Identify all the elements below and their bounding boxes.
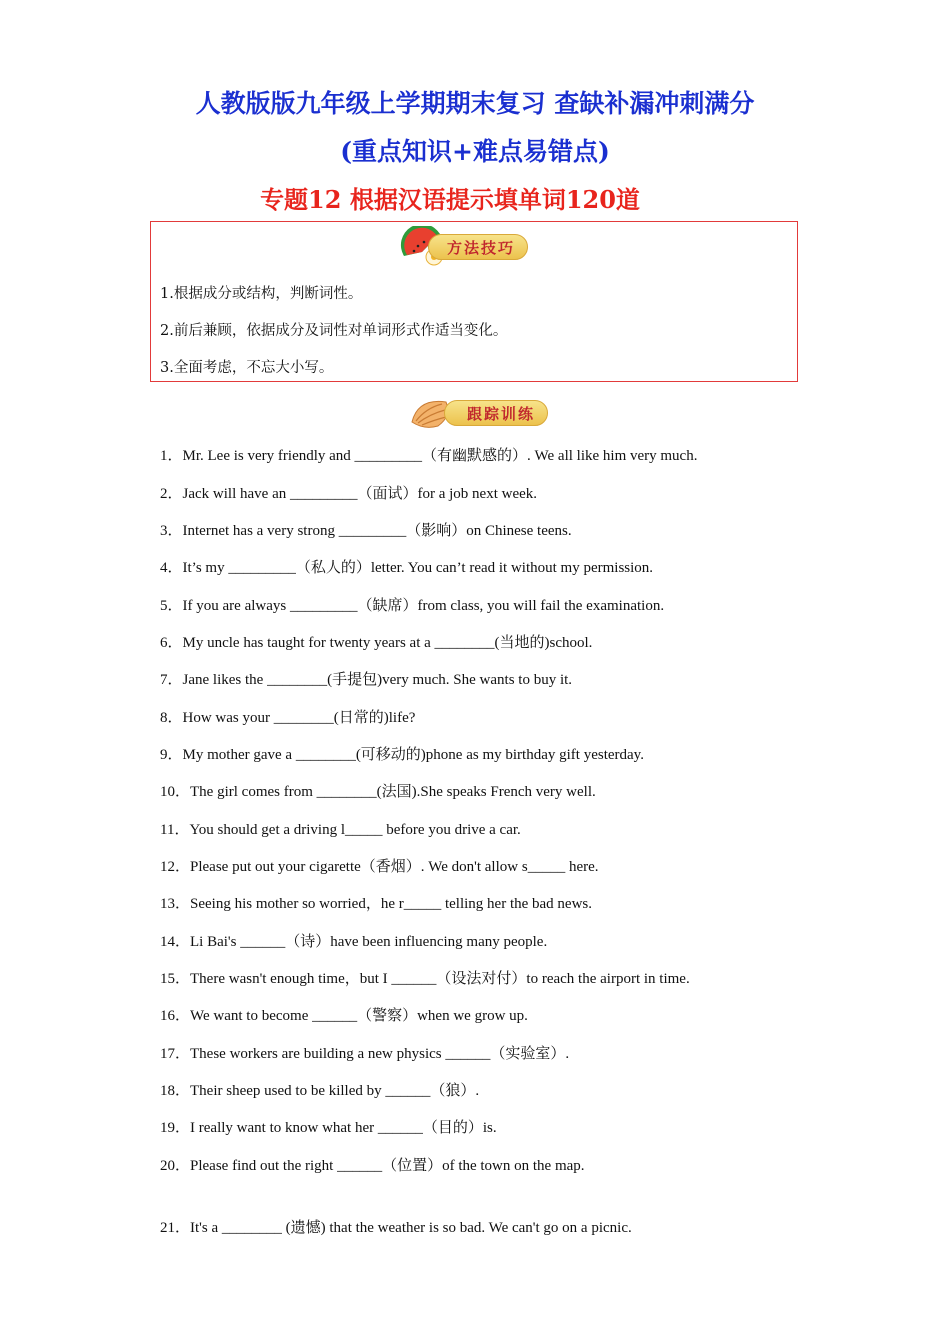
method-banner (400, 226, 528, 268)
question-text: Mr. Lee is very friendly and _________（有幽默感的）. We all like him very much. (182, 448, 698, 464)
question-text: Their sheep used to be killed by ______（狼）. (190, 1083, 480, 1099)
question-item (160, 818, 521, 839)
question-item (160, 892, 592, 913)
question-number: 12． (160, 859, 191, 875)
question-text: Internet has a very strong _________（影响）on Chinese teens. (182, 523, 572, 539)
question-number: 17． (160, 1046, 191, 1062)
question-item (160, 482, 537, 503)
question-text: My uncle has taught for twenty years at a ________(当地的)school. (182, 635, 593, 651)
question-text: We want to become ______（警察）when we grow up. (190, 1008, 528, 1024)
question-item (160, 1116, 497, 1137)
question-item (160, 1079, 479, 1100)
question-item (160, 556, 653, 577)
question-item (160, 1154, 585, 1175)
question-item (160, 930, 547, 951)
question-number: 21． (160, 1220, 191, 1236)
question-number: 2． (160, 486, 183, 502)
question-item (160, 967, 690, 988)
question-number: 6． (160, 635, 183, 651)
question-text: If you are always _________（缺席）from class, you will fail the examination. (182, 598, 665, 614)
question-item (160, 668, 572, 689)
question-item (160, 1004, 528, 1025)
question-item (160, 594, 664, 615)
question-number: 18． (160, 1083, 191, 1099)
question-item (160, 519, 572, 540)
question-number: 4． (160, 560, 183, 576)
practice-banner (408, 392, 548, 432)
question-item (160, 743, 644, 764)
question-text: The girl comes from ________(法国).She speaks French very well. (190, 784, 596, 800)
question-text: These workers are building a new physics ______（实验室）. (190, 1046, 570, 1062)
question-item (160, 1042, 569, 1063)
question-item (160, 855, 599, 876)
topic-heading: 专题12 根据汉语提示填单词120道 (260, 185, 640, 214)
method-tip: 1.根据成分或结构，判断词性。 (160, 286, 363, 302)
document-title: 人教版版九年级上学期期末复习 查缺补漏冲刺满分 (195, 89, 755, 118)
question-text: You should get a driving l_____ before you drive a car. (189, 822, 521, 838)
question-number: 19． (160, 1120, 191, 1136)
question-item (160, 631, 592, 652)
question-number: 8． (160, 710, 183, 726)
method-tip: 2.前后兼顾，依据成分及词性对单词形式作适当变化。 (160, 323, 508, 339)
question-item (160, 1216, 632, 1237)
question-number: 3． (160, 523, 183, 539)
question-text: Please put out your cigarette（香烟）. We don't allow s_____ here. (190, 859, 599, 875)
method-banner-label: 方法技巧 (446, 238, 515, 257)
practice-banner-label: 跟踪训练 (466, 404, 535, 423)
question-item (160, 780, 596, 801)
question-number: 10． (160, 784, 191, 800)
question-text: Li Bai's ______（诗）have been influencing many people. (190, 934, 548, 950)
question-number: 14． (160, 934, 191, 950)
question-number: 7． (160, 672, 183, 688)
question-number: 9． (160, 747, 183, 763)
question-text: My mother gave a ________(可移动的)phone as my birthday gift yesterday. (182, 747, 644, 763)
question-text: How was your ________(日常的)life? (182, 710, 416, 726)
question-text: Please find out the right ______（位置）of the town on the map. (190, 1158, 585, 1174)
method-tip: 3.全面考虑，不忘大小写。 (160, 360, 334, 376)
document-title-subline: (重点知识+难点易错点) (340, 137, 610, 166)
question-text: There wasn't enough time，but I ______（设法对付）to reach the airport in time. (190, 971, 690, 987)
question-number: 16． (160, 1008, 191, 1024)
question-text: Seeing his mother so worried，he r_____ telling her the bad news. (190, 896, 593, 912)
question-number: 15． (160, 971, 191, 987)
question-item (160, 444, 697, 465)
question-text: I really want to know what her ______（目的）is. (190, 1120, 497, 1136)
question-text: Jane likes the ________(手提包)very much. She wants to buy it. (182, 672, 573, 688)
question-text: Jack will have an _________（面试）for a job next week. (182, 486, 538, 502)
question-item (160, 706, 415, 727)
question-number: 13． (160, 896, 191, 912)
question-text: It’s my _________（私人的）letter. You can’t read it without my permission. (182, 560, 654, 576)
question-number: 11． (160, 822, 190, 838)
question-number: 20． (160, 1158, 191, 1174)
question-text: It's a ________ (遗憾) that the weather is so bad. We can't go on a picnic. (190, 1220, 632, 1236)
question-number: 1． (160, 448, 183, 464)
question-number: 5． (160, 598, 183, 614)
